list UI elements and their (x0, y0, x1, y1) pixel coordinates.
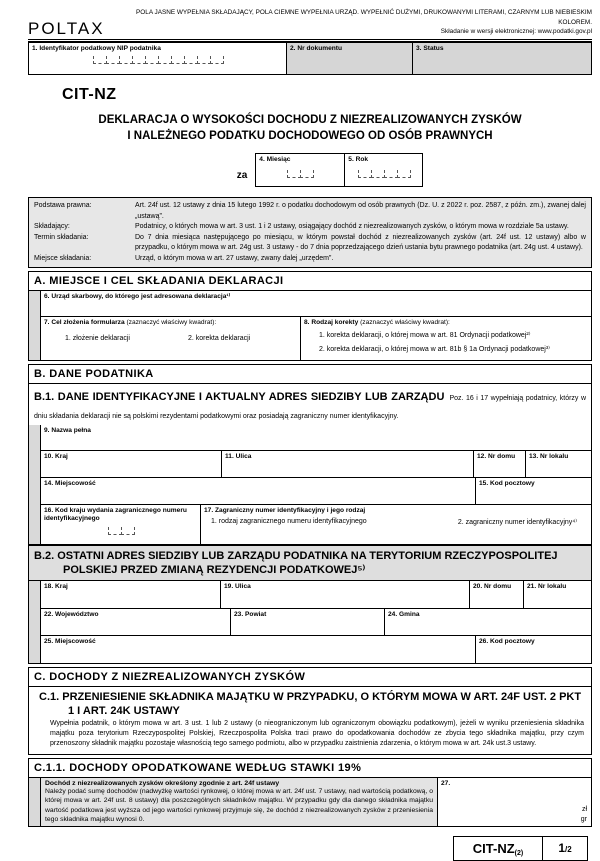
legal-label-termin: Termin składania: (34, 233, 89, 241)
option-korekta-deklaracji[interactable]: 2. korekta deklaracji (187, 335, 251, 343)
identification-row (28, 42, 592, 75)
field-nr-dokumentu-label: 2. Nr dokumentu (290, 44, 343, 52)
footer-form-code: CIT-NZ (2) (454, 837, 543, 860)
field-8-rodzaj-korekty: 8. Rodzaj korekty (zaznaczyć właściwy kwadrat): 1. korekta deklaracji, o której mowa w art. 81 Ordynacji podatkowej²⁾ 2. korekta deklaracji, o której mowa w art. 81b § 1a Ordynacji podatkowej³⁾ (300, 316, 591, 360)
option-korekta-art-81b[interactable]: 2. korekta deklaracji, o której mowa w art. 81b § 1a Ordynacji podatkowej³⁾ (319, 345, 550, 353)
instruction-line-2: Składanie w wersji elektronicznej: www.podatki.gov.pl (440, 28, 592, 36)
form-title (28, 112, 592, 144)
field-26-kod-pocztowy[interactable]: 26. Kod pocztowy (475, 635, 591, 663)
field-7-cel-zlozenia: 7. Cel złożenia formularza (zaznaczyć właściwy kwadrat): 1. złożenie deklaracji 2. korekta deklaracji (41, 316, 301, 360)
input-cell (371, 170, 385, 178)
field-27-currency-labels (581, 805, 587, 823)
input-cell (93, 56, 107, 64)
legal-text-skladajacy: Podatnicy, o których mowa w art. 3 ust. 1 i 2 ustawy, osiągający dochód z niezrealizowanych zysków, o którym mowa w rozdziale 5a ustawy. (135, 223, 569, 231)
field-16-kod-kraju[interactable]: 16. Kod kraju wydania zagranicznego numeru identyfikacyjnego (41, 504, 201, 544)
field-9-nazwa-pelna[interactable]: 9. Nazwa pełna (41, 425, 591, 451)
field-18-kraj[interactable]: 18. Kraj (41, 581, 221, 609)
section-c-header: C. DOCHODY Z NIEZREALIZOWANYCH ZYSKÓW (29, 668, 591, 687)
month-input-cells[interactable] (256, 170, 344, 178)
field-11-ulica[interactable]: 11. Ulica (221, 450, 474, 478)
legal-text-termin: Do 7 dnia miesiąca następującego po miesiącu, w którym powstał dochód z niezrealizowanych zysków (art. 24f ust. 12 ustawy) albo w przypadku, o którym mowa w art. 24g ust. 3 ustawy - do 7 dnia poprzedzającego dzień ustania bytu prawnego podatnika (art. 24g ust. 4 ustawy). (135, 233, 586, 252)
input-cell (145, 56, 159, 64)
legal-text-miejsce: Urząd, o którym mowa w art. 27 ustawy, zwany dalej „urzędem”. (135, 254, 334, 262)
input-cell (158, 56, 172, 64)
field-nip[interactable] (28, 42, 287, 75)
form-title-line-1: DEKLARACJA O WYSOKOŚCI DOCHODU Z NIEZREALIZOWANYCH ZYSKÓW (98, 113, 522, 126)
nip-input-cells[interactable] (29, 56, 286, 64)
field-24-gmina[interactable]: 24. Gmina (384, 608, 591, 636)
field-14-miejscowosc[interactable]: 14. Miejscowość (41, 477, 476, 505)
field-12-nr-domu[interactable]: 12. Nr domu (473, 450, 526, 478)
field-month[interactable] (256, 154, 344, 186)
section-a (28, 271, 592, 361)
country-code-input-cells[interactable] (41, 527, 200, 535)
option-zlozenie-deklaracji[interactable]: 1. złożenie deklaracji (65, 335, 130, 343)
field-17-zagraniczny-numer[interactable]: 17. Zagraniczny numer identyfikacyjny i jego rodzaj 1. rodzaj zagranicznego numeru identyfikacyjnego 2. zagraniczny numer identyfikacyjny⁴⁾ (200, 504, 591, 544)
field-17-sub-1[interactable]: 1. rodzaj zagranicznego numeru identyfikacyjnego (211, 518, 367, 526)
input-cell (287, 170, 301, 178)
section-a-side-strip (29, 291, 41, 360)
field-20-nr-domu[interactable]: 20. Nr domu (469, 581, 524, 609)
gr-label: gr (580, 815, 587, 823)
instruction-line-1: POLA JASNE WYPEŁNIA SKŁADAJĄCY, POLA CIEMNE WYPEŁNIA URZĄD. WYPEŁNIĆ DUŻYMI, DRUKOWANYMI LITERAMI, CZARNYM LUB NIEBIESKIM KOLOREM. (136, 9, 592, 26)
input-cell (121, 527, 135, 535)
section-c11-body (29, 778, 591, 826)
field-21-nr-lokalu[interactable]: 21. Nr lokalu (523, 581, 591, 609)
input-cell (119, 56, 133, 64)
section-b2-body (29, 580, 591, 663)
legal-label-skladajacy: Składający: (34, 223, 70, 231)
field-15-kod-pocztowy[interactable]: 15. Kod pocztowy (475, 477, 591, 505)
section-b (28, 364, 592, 664)
section-a-body (29, 291, 591, 360)
input-cell (197, 56, 211, 64)
field-nr-dokumentu (286, 42, 413, 75)
form-code: CIT-NZ (62, 85, 117, 103)
field-month-label: 4. Miesiąc (259, 156, 291, 164)
section-b1-body (29, 425, 591, 545)
input-cell (397, 170, 411, 178)
option-korekta-art-81[interactable]: 1. korekta deklaracji, o której mowa w art. 81 Ordynacji podatkowej²⁾ (319, 332, 531, 340)
section-c11-side-strip (29, 778, 41, 826)
legal-row-miejsce (34, 254, 586, 265)
section-c11-header: C.1.1. DOCHODY OPODATKOWANE WEDŁUG STAWKI 19% (29, 759, 591, 778)
year-input-cells[interactable] (345, 170, 422, 178)
section-c1-title: C.1. PRZENIESIENIE SKŁADNIKA MAJĄTKU W PRZYPADKU, O KTÓRYM MOWA W ART. 24F UST. 2 PKT 1 I ART. 24K USTAWY (39, 690, 582, 717)
section-b2-header: B.2. OSTATNI ADRES SIEDZIBY LUB ZARZĄDU PODATNIKA NA TERYTORIUM RZECZYPOSPOLITEJ POLSKIEJ PRZED ZMIANĄ REZYDENCJI PODATKOWEJ⁵⁾ (29, 545, 591, 580)
footer-page-number: 1 /2 (558, 841, 572, 856)
input-cell (384, 170, 398, 178)
field-27-description-box: Dochód z niezrealizowanych zysków określony zgodnie z art. 24f ustawy Należy podać sumę dochodów (nadwyżkę wartości rynkowej, o której mowa w art. 24f ust. 7 ustawy, nad wartością podatkową, o której mowa w art. 24f ust. 8 ustawy) dla poszczególnych składników majątku. W przypadku gdy dla danego składnika majątku wartość podatkowa jest wyższa od jego wartości rynkowej przyjmuje się, że dochód z niezrealizowanych zysków z przeniesienia tego składnika majątku wynosi 0. (41, 778, 438, 826)
legal-text-podstawa: Art. 24f ust. 12 ustawy z dnia 15 lutego 1992 r. o podatku dochodowym od osób prawnych (Dz. U. z 2022 r. poz. 2587, z późn. zm.), zwanej dalej „ustawą”. (135, 202, 586, 220)
legal-row-skladajacy (34, 222, 586, 233)
form-title-line-2: I NALEŻNEGO PODATKU DOCHODOWEGO OD OSÓB PRAWNYCH (127, 129, 493, 142)
input-cell (108, 527, 122, 535)
input-cell (106, 56, 120, 64)
filling-instructions (122, 8, 592, 37)
input-cell (300, 170, 314, 178)
form-top-bar (28, 8, 592, 42)
section-a-header: A. MIEJSCE I CEL SKŁADANIA DEKLARACJI (29, 272, 591, 291)
legal-label-podstawa: Podstawa prawna: (34, 202, 92, 210)
field-status (412, 42, 592, 75)
legal-info-box (28, 197, 592, 268)
field-23-powiat[interactable]: 23. Powiat (230, 608, 385, 636)
poltax-logo: POLTAX (28, 18, 105, 38)
section-b-header: B. DANE PODATNIKA (29, 365, 591, 384)
field-status-label: 3. Status (416, 44, 444, 52)
section-b2-side-strip (29, 581, 41, 663)
input-cell (210, 56, 224, 64)
field-6-urzad-skarbowy[interactable]: 6. Urząd skarbowy, do którego jest adresowana deklaracja¹⁾ (41, 291, 591, 317)
field-22-wojewodztwo[interactable]: 22. Województwo (41, 608, 231, 636)
page-footer (28, 836, 588, 861)
input-cell (171, 56, 185, 64)
input-cell (132, 56, 146, 64)
section-c1-description: Wypełnia podatnik, o którym mowa w art. 3 ust. 1 lub 2 ustawy (o nieograniczonym lub ograniczonym obowiązku podatkowym), jeżeli w wyniku przeniesienia składnika majątku poza terytorium Rzeczypospolitej Polskiej, Rzeczpospolita Polska traci prawo do opodatkowania dochodów ze zbycia tego składnika majątku, przy czym przenoszony składnik majątku pozostaje własnością tego samego podmiotu, albo w przypadku zaistnienia zdarzenia, o którym mowa w art. 24k ust.3 ustawy. (50, 720, 584, 748)
section-c11 (28, 758, 592, 827)
section-b1-header: B.1. DANE IDENTYFIKACYJNE I AKTUALNY ADRES SIEDZIBY LUB ZARZĄDU Poz. 16 i 17 wypełniają podatnicy, którzy w dniu składania deklaracji nie są polskimi rezydentami podatkowymi oraz posiadają zagraniczny numer identyfikacyjny. (34, 391, 586, 421)
field-25-miejscowosc[interactable]: 25. Miejscowość (41, 635, 476, 663)
section-b1-side-strip (29, 425, 41, 544)
period-boxes (255, 153, 423, 187)
legal-row-termin (34, 233, 586, 254)
field-year[interactable] (344, 154, 422, 186)
period-row (68, 153, 592, 187)
footer-box (453, 836, 588, 861)
field-19-ulica[interactable]: 19. Ulica (220, 581, 470, 609)
legal-label-miejsce: Miejsce składania: (34, 254, 92, 262)
input-cell (358, 170, 372, 178)
section-c (28, 667, 592, 755)
field-17-sub-2[interactable]: 2. zagraniczny numer identyfikacyjny⁴⁾ (457, 519, 577, 527)
section-c1-header (29, 687, 591, 754)
input-cell (184, 56, 198, 64)
zl-label: zł (581, 806, 587, 814)
field-13-nr-lokalu[interactable]: 13. Nr lokalu (525, 450, 591, 478)
legal-row-podstawa (34, 201, 586, 222)
field-nip-label: 1. Identyfikator podatkowy NIP podatnika (32, 44, 161, 52)
field-10-kraj[interactable]: 10. Kraj (41, 450, 222, 478)
field-year-label: 5. Rok (348, 156, 369, 164)
za-label: za (236, 170, 248, 182)
field-27-amount[interactable]: 27. zł gr (437, 778, 591, 826)
field-nip-number: 1. (32, 44, 38, 52)
